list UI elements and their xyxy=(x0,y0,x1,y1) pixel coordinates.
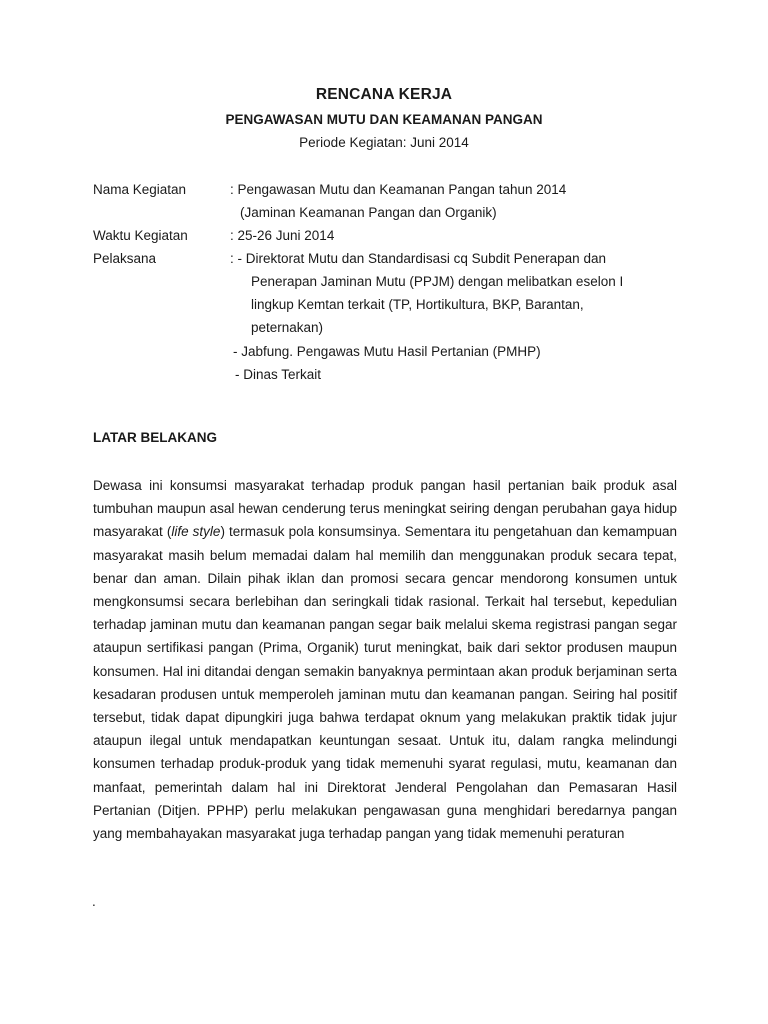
pelaksana-line: - Jabfung. Pengawas Mutu Hasil Pertanian (PMHP) xyxy=(233,344,541,359)
section-heading-latar-belakang: LATAR BELAKANG xyxy=(93,430,217,445)
document-title: RENCANA KERJA xyxy=(315,86,453,103)
nama-kegiatan-value-line2: (Jaminan Keamanan Pangan dan Organik) xyxy=(240,205,497,220)
pelaksana-line: lingkup Kemtan terkait (TP, Hortikultura, BKP, Barantan, xyxy=(251,297,584,312)
pelaksana-line: Penerapan Jaminan Mutu (PPJM) dengan melibatkan eselon I xyxy=(251,274,624,289)
pelaksana-line: peternakan) xyxy=(251,320,324,335)
document-subtitle: PENGAWASAN MUTU DAN KEAMANAN PANGAN xyxy=(225,112,543,127)
paragraph-text: ) termasuk pola konsumsinya. Sementara itu pengetahuan dan kemampuan masyarakat masih belum memadai dalam hal memilih dan menggunakan produk secara tepat, benar dan aman. Dilain pihak iklan dan promosi secara gencar mendorong konsumen untuk mengkonsumsi secara berlebihan dan seringkali tidak rasional. Terkait hal tersebut, kepedulian terhadap jaminan mutu dan keamanan pangan segar baik melalui skema registrasi pangan segar ataupun sertifikasi pangan (Prima, Organik) turut meningkat, baik dari sektor produsen maupun konsumen. Hal ini ditandai dengan semakin banyaknya permintaan akan produk berjaminan serta kesadaran produsen untuk memperoleh jaminan mutu dan keamanan pangan. Seiring hal positif tersebut, tidak dapat dipungkiri juga bahwa terdapat oknum yang melakukan praktik tidak jujur ataupun ilegal untuk mendapatkan keuntungan sesaat. Untuk itu, dalam rangka melindungi konsumen terhadap produk-produk yang tidak memenuhi syarat regulasi, mutu, keamanan dan manfaat, pemerintah dalam hal ini Direktorat Jenderal Pengolahan dan Pemasaran Hasil Pertanian (Ditjen. PPHP) perlu melakukan pengawasan guna menghidari beredarnya pangan yang membahayakan masyarakat juga terhadap pangan yang tidak memenuhi peraturan xyxy=(93,524,677,842)
waktu-kegiatan-label: Waktu Kegiatan xyxy=(93,228,188,243)
nama-kegiatan-value: : Pengawasan Mutu dan Keamanan Pangan tahun 2014 xyxy=(230,182,567,197)
paragraph-text: Dewasa ini konsumsi masyarakat terhadap produk pangan hasil pertanian baik produk asal tumbuhan maupun asal hewan cenderung terus meningkat seiring dengan perubahan gaya hidup masyarakat ( xyxy=(93,478,677,540)
pelaksana-label: Pelaksana xyxy=(93,251,157,266)
latar-belakang-paragraph xyxy=(93,474,677,845)
trailing-dot: . xyxy=(92,894,96,909)
waktu-kegiatan-value: : 25-26 Juni 2014 xyxy=(230,228,335,243)
pelaksana-line: - Dinas Terkait xyxy=(235,367,322,382)
nama-kegiatan-label: Nama Kegiatan xyxy=(93,182,187,197)
pelaksana-line: : - Direktorat Mutu dan Standardisasi cq Subdit Penerapan dan xyxy=(230,251,606,266)
paragraph-italic-text: life style xyxy=(171,524,221,540)
activity-period: Periode Kegiatan: Juni 2014 xyxy=(299,135,469,150)
